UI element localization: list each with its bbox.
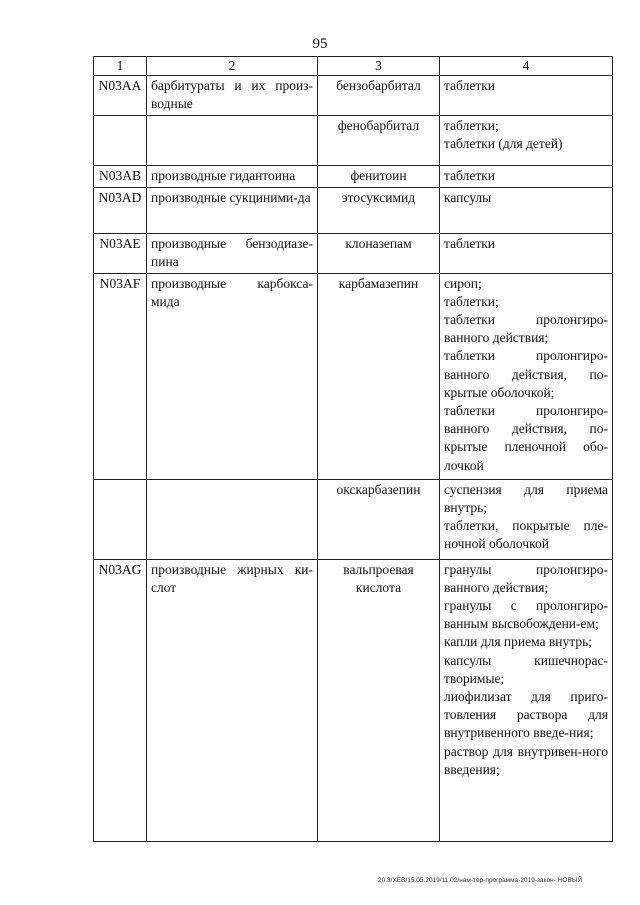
dosage-form-item: таблетки; [444,293,499,309]
atc-code-cell: N03AA [94,76,147,115]
dosage-forms-cell [440,187,613,233]
pharmacological-group-cell: производные жирных ки-слот [147,559,318,841]
table-row [94,233,613,273]
dosage-form-item: лиофилизат для приго-товления раствора для внутривенного введе-ния; [444,689,608,741]
drug-name-cell: карбамазепин [318,273,440,479]
atc-code-cell: N03AF [94,273,147,479]
header-row [94,57,613,76]
table-row [94,479,613,559]
dosage-forms-cell [440,115,613,165]
dosage-forms-cell [440,165,613,187]
dosage-forms-cell [440,559,613,841]
dosage-form-item: таблетки [444,78,496,94]
pharmacological-group-cell: производные бензодиазе-пина [147,233,318,273]
pharmacological-group-cell: производные гидантоина [147,165,318,187]
dosage-form-item: таблетки (для детей) [444,135,563,151]
dosage-form-item: капли для приема внутрь; [444,634,592,650]
pharmacological-group-cell: производные сукциними-да [147,187,318,233]
column-header-3: 3 [318,57,440,76]
footer-doc-id: 20.3/ХЕВ/15.05.2019/11.02/нам-тер-программа-2019-закон- НОВЫЙ [378,877,583,884]
drug-name-cell: этосуксимид [318,187,440,233]
column-header-1: 1 [94,57,147,76]
dosage-forms-cell [440,479,613,559]
dosage-form-item: суспензия для приема внутрь; [444,481,608,515]
pharmacological-group-cell: барбитураты и их произ-водные [147,76,318,115]
dosage-form-item: раствор для внутривен-ного введения; [444,743,608,777]
dosage-form-item: капсулы кишечнорас-творимые; [444,652,608,686]
page-number: 95 [312,36,328,52]
dosage-form-item: сироп; [444,275,482,291]
drug-table [93,56,613,842]
atc-code-cell: N03AD [94,187,147,233]
table-row [94,187,613,233]
dosage-form-item: таблетки; [444,117,499,133]
drug-name-cell: окскарбазепин [318,479,440,559]
table-row [94,115,613,165]
table-row [94,165,613,187]
drug-name-cell: клоназепам [318,233,440,273]
table-row [94,76,613,115]
dosage-forms-cell [440,273,613,479]
table-row [94,559,613,841]
column-header-2: 2 [147,57,318,76]
drug-name-cell: вальпроевая кислота [318,559,440,841]
dosage-form-item: таблетки [444,235,496,251]
atc-code-cell: N03AG [94,559,147,841]
dosage-form-item: таблетки [444,167,496,183]
dosage-form-item: таблетки пролонгиро-ванного действия, по-крытые пленочной обо-лочкой [444,403,608,473]
drug-name-cell: фенитоин [318,165,440,187]
pharmacological-group-cell: производные карбокса-мида [147,273,318,479]
pharmacological-group-cell [147,479,318,559]
dosage-forms-cell [440,233,613,273]
dosage-forms-cell [440,76,613,115]
dosage-form-item: гранулы с пролонгиро-ванным высвобождени-ем; [444,598,608,632]
dosage-form-item: гранулы пролонгиро-ванного действия; [444,561,608,595]
pharmacological-group-cell [147,115,318,165]
column-header-4: 4 [440,57,613,76]
atc-code-cell: N03AE [94,233,147,273]
table-row [94,273,613,479]
dosage-form-item: таблетки пролонгиро-ванного действия, по-крытые оболочкой; [444,348,608,400]
atc-code-cell [94,115,147,165]
drug-name-cell: фенобарбитал [318,115,440,165]
atc-code-cell: N03AB [94,165,147,187]
atc-code-cell [94,479,147,559]
dosage-form-item: таблетки, покрытые пле-ночной оболочкой [444,518,608,552]
dosage-form-item: таблетки пролонгиро-ванного действия; [444,312,608,346]
drug-name-cell: бензобарбитал [318,76,440,115]
dosage-form-item: капсулы [444,189,492,205]
